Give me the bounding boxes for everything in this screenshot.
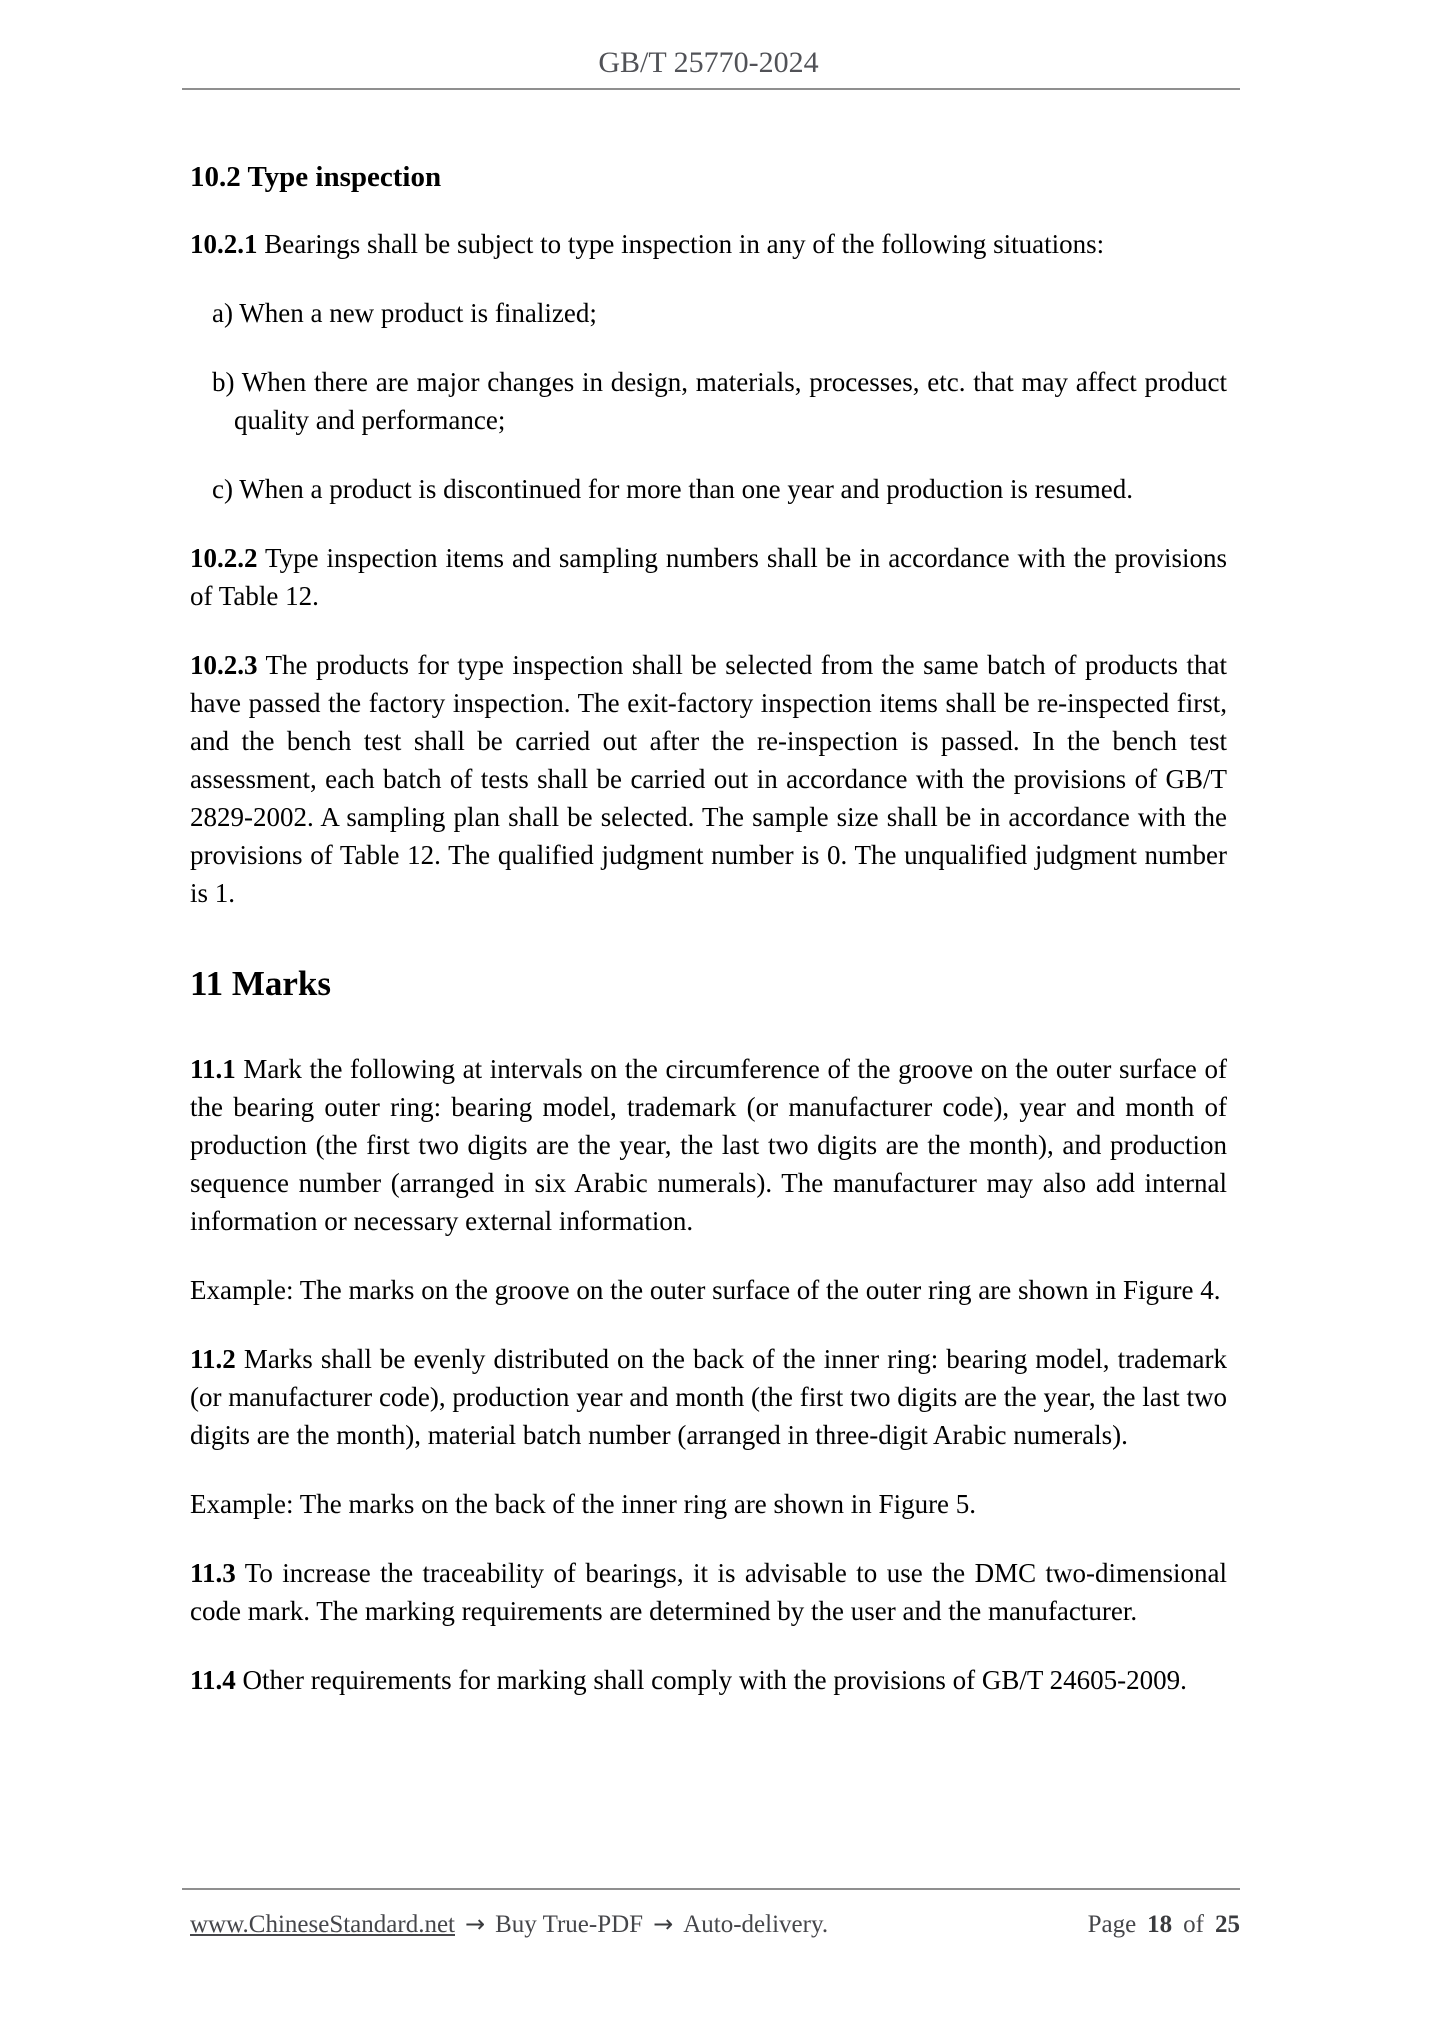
clause-number: 11.4 <box>190 1665 236 1695</box>
page-indicator <box>1088 1909 1240 1941</box>
clause-number: 11.3 <box>190 1558 236 1588</box>
footer-source-line <box>190 1908 828 1941</box>
clause-text: The products for type inspection shall be selected from the same batch of products that have passed the factory inspection. The exit-factory inspection items shall be re-inspected first, and the bench test shall be carried out after the re-inspection is passed. In the bench test assessment, each batch of tests shall be carried out in accordance with the provisions of GB/T 2829-2002. A sampling plan shall be selected. The sample size shall be in accordance with the provisions of Table 12. The qualified judgment number is 0. The unqualified judgment number is 1. <box>190 650 1227 908</box>
page-total: 25 <box>1215 1911 1240 1938</box>
arrow-icon: → <box>653 1910 674 1938</box>
footer-buy-text: Buy True-PDF <box>495 1911 644 1938</box>
clause-text: Marks shall be evenly distributed on the back of the inner ring: bearing model, trademark (or manufacturer code), production year and month (the first two digits are the year, the last two digits are the month), material batch number (arranged in three-digit Arabic numerals). <box>190 1344 1228 1450</box>
arrow-icon: → <box>465 1910 486 1938</box>
doc-header <box>190 46 1227 80</box>
clause-number: 11.2 <box>190 1344 236 1374</box>
paragraph-11-1 <box>190 1050 1227 1240</box>
example-figure-4: Example: The marks on the groove on the outer surface of the outer ring are shown in Figure 4. <box>190 1275 1221 1305</box>
list-text: When there are major changes in design, materials, processes, etc. that may affect product quality and performance; <box>234 367 1228 435</box>
clause-number: 10.2.1 <box>190 229 258 259</box>
list-marker: b) <box>212 367 235 397</box>
clause-number: 10.2.3 <box>190 650 258 680</box>
doc-number: GB/T 25770-2024 <box>598 46 819 79</box>
of-label: of <box>1183 1911 1204 1938</box>
paragraph-10-2-2 <box>190 539 1227 615</box>
paragraph-11-3 <box>190 1554 1227 1630</box>
list-text: When a product is discontinued for more than one year and production is resumed. <box>239 474 1133 504</box>
clause-number: 10.2.2 <box>190 543 258 573</box>
section-heading-10-2: 10.2 Type inspection <box>190 161 442 193</box>
example-figure-5: Example: The marks on the back of the inner ring are shown in Figure 5. <box>190 1489 977 1519</box>
header-rule <box>182 88 1240 90</box>
page-label: Page <box>1087 1911 1137 1938</box>
paragraph-11-4 <box>190 1661 1227 1699</box>
paragraph-10-2-3 <box>190 646 1227 912</box>
paragraph-11-2 <box>190 1340 1227 1454</box>
paragraph-10-2-1 <box>190 225 1227 263</box>
list-marker: c) <box>212 474 233 504</box>
footer-rule <box>182 1888 1240 1890</box>
page-current: 18 <box>1147 1911 1173 1938</box>
footer-link[interactable]: www.ChineseStandard.net <box>190 1911 455 1938</box>
section-heading-11: 11 Marks <box>190 964 331 1003</box>
clause-text: Other requirements for marking shall comply with the provisions of GB/T 24605-2009. <box>242 1665 1187 1695</box>
footer <box>182 1888 1240 1941</box>
list-text: When a new product is finalized; <box>239 298 597 328</box>
footer-delivery-text: Auto-delivery. <box>683 1911 829 1938</box>
clause-number: 11.1 <box>190 1054 236 1084</box>
clause-text: To increase the traceability of bearings, it is advisable to use the DMC two-dimensional code mark. The marking requirements are determined by the user and the manufacturer. <box>190 1558 1227 1626</box>
clause-text: Type inspection items and sampling numbers shall be in accordance with the provisions of Table 12. <box>190 543 1227 611</box>
list-item-b <box>190 363 1227 439</box>
list-marker: a) <box>212 298 233 328</box>
clause-text: Mark the following at intervals on the circumference of the groove on the outer surface of the bearing outer ring: bearing model, trademark (or manufacturer code), year and month of production (the first two digits are the year, the last two digits are the month), and production sequence number (arranged in six Arabic numerals). The manufacturer may also add internal information or necessary external information. <box>190 1054 1227 1236</box>
list-item-c <box>190 470 1227 508</box>
list-item-a <box>190 294 1227 332</box>
clause-text: Bearings shall be subject to type inspection in any of the following situations: <box>264 229 1105 259</box>
